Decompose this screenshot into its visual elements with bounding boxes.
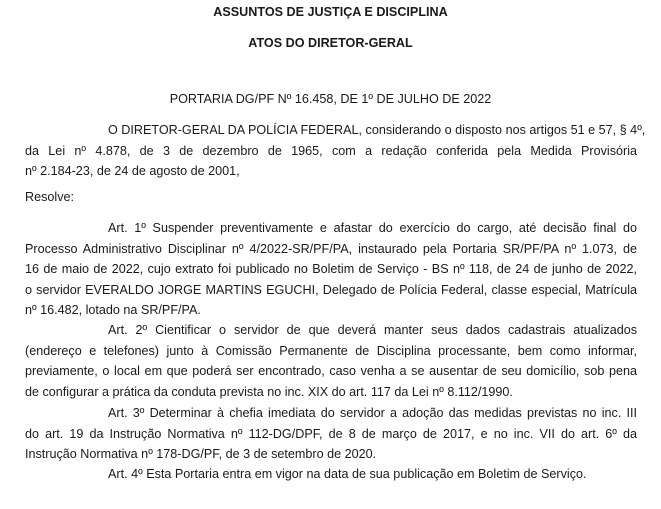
considerando-paragraph — [25, 120, 646, 182]
paragraph-line: do art. 19 da Instrução Normativa nº 112-DG/DPF, de 8 de março de 2017, e no inc. VII do art. 6º da — [25, 426, 637, 441]
paragraph-line: Processo Administrativo Disciplinar nº 4/2022-SR/PF/PA, instaurado pela Portaria SR/PF/PA nº 1.073, de — [25, 241, 637, 256]
paragraph-line: de configurar a prática da conduta prevista no inc. XIX do art. 117 da Lei nº 8.112/1990. — [25, 384, 513, 399]
paragraph-line: previamente, o local em que poderá ser encontrado, caso venha a se ausentar de seu domicílio, sob pena — [25, 364, 637, 378]
paragraph-line: o servidor EVERALDO JORGE MARTINS EGUCHI, Delegado de Polícia Federal, classe especial, Matrícula — [25, 282, 637, 297]
paragraph-line: (endereço e telefones) junto à Comissão Permanente de Disciplina processante, bem como informar, — [25, 343, 637, 358]
paragraph-line: Art. 4º Esta Portaria entra em vigor na data de sua publicação em Boletim de Serviço. — [108, 467, 587, 481]
paragraph-line: O DIRETOR-GERAL DA POLÍCIA FEDERAL, considerando o disposto nos artigos 51 e 57, § 4º, — [108, 123, 646, 137]
article-3 — [25, 403, 637, 465]
paragraph-line: 16 de maio de 2022, cujo extrato foi publicado no Boletim de Serviço - BS nº 118, de 24 de junho de 2022, — [25, 262, 637, 276]
subsection-title: ATOS DO DIRETOR-GERAL — [248, 36, 413, 50]
resolve-label — [25, 187, 637, 208]
article-4 — [25, 464, 637, 485]
paragraph-line: Resolve: — [25, 190, 74, 204]
paragraph-line: Art. 2º Cientificar o servidor de que deverá manter seus dados cadastrais atualizados — [108, 323, 637, 337]
section-title: ASSUNTOS DE JUSTIÇA E DISCIPLINA — [213, 5, 448, 19]
paragraph-line: nº 2.184-23, de 24 de agosto de 2001, — [25, 164, 240, 178]
paragraph-line: da Lei nº 4.878, de 3 de dezembro de 1965, com a redação conferida pela Medida Provisória — [25, 143, 637, 158]
article-1 — [25, 218, 637, 321]
paragraph-line: Instrução Normativa nº 178-DG/PF, de 3 de setembro de 2020. — [25, 447, 377, 461]
portaria-title: PORTARIA DG/PF Nº 16.458, DE 1º DE JULHO DE 2022 — [169, 92, 492, 106]
paragraph-line: Art. 1º Suspender preventivamente e afastar do exercício do cargo, até decisão final do — [108, 221, 637, 235]
paragraph-line: Art. 3º Determinar à chefia imediata do servidor a adoção das medidas previstas no inc. III — [108, 406, 637, 420]
paragraph-line: nº 16.482, lotado na SR/PF/PA. — [25, 303, 201, 317]
article-2 — [25, 320, 637, 402]
